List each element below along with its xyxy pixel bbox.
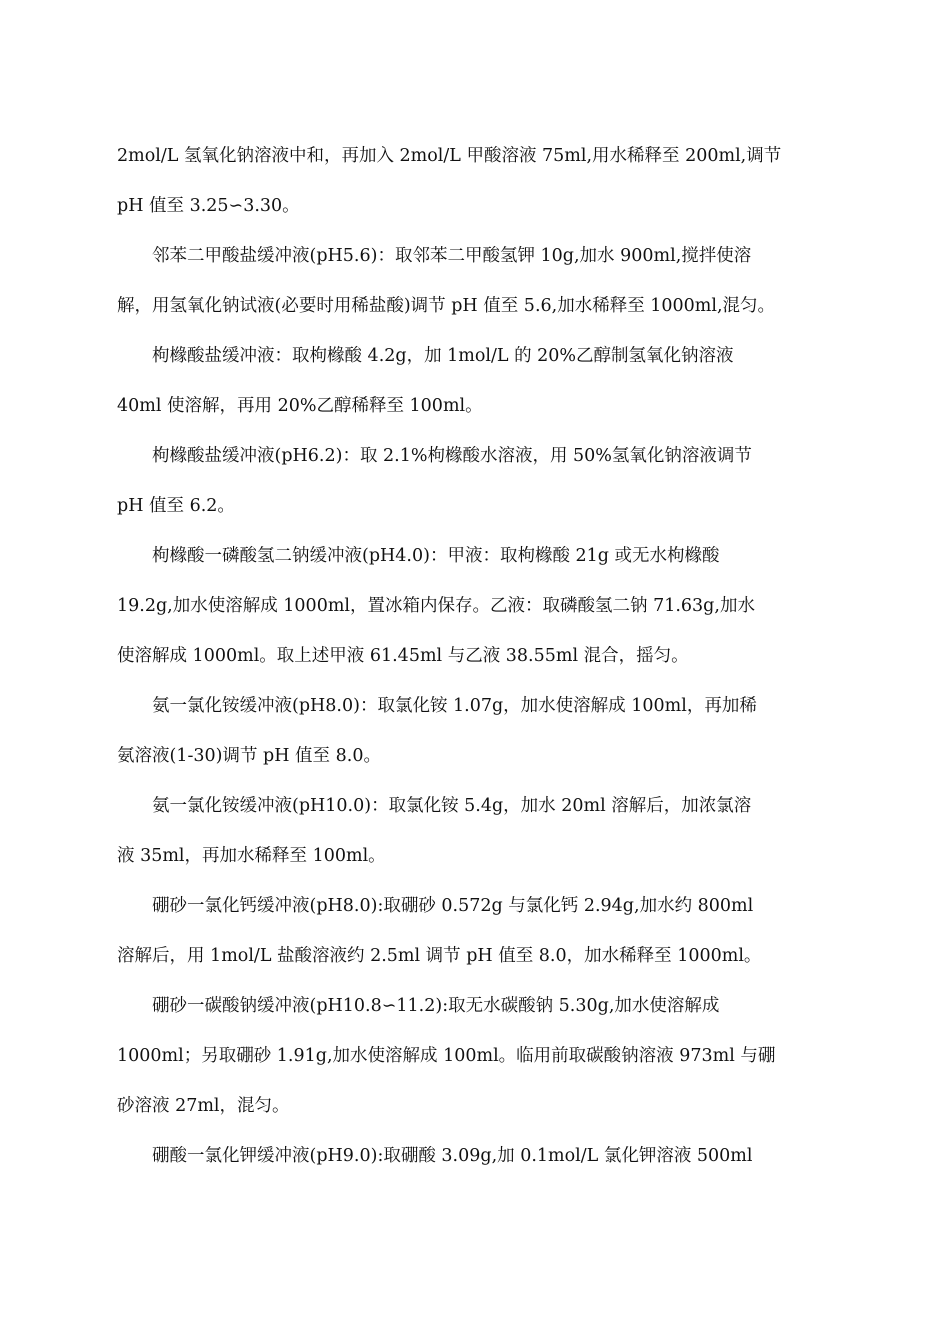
paragraph-phthalate-buffer [117, 240, 835, 323]
text-line: pH 值至 3.25∽3.30。 [117, 196, 300, 216]
text-line: 氨一氯化铵缓冲液(pH10.0)：取氯化铵 5.4g，加水 20ml 溶解后，加浓氯溶 [117, 796, 752, 816]
text-line: 邻苯二甲酸盐缓冲液(pH5.6)：取邻苯二甲酸氢钾 10g,加水 900ml,搅拌使溶 [117, 246, 752, 266]
text-line: 硼砂一氯化钙缓冲液(pH8.0):取硼砂 0.572g 与氯化钙 2.94g,加水约 800ml [117, 896, 754, 916]
text-line: 使溶解成 1000ml。取上述甲液 61.45ml 与乙液 38.55ml 混合，摇匀。 [117, 646, 689, 666]
text-line: 2mol/L 氢氧化钠溶液中和，再加入 2mol/L 甲酸溶液 75ml,用水稀释至 200ml,调节 [117, 146, 782, 166]
paragraph-citrate-phosphate-buffer [117, 540, 835, 673]
document-body [117, 140, 835, 1173]
text-line: 枸橼酸盐缓冲液(pH6.2)：取 2.1%枸橼酸水溶液，用 50%氢氧化钠溶液调节 [117, 446, 752, 466]
paragraph-borax-calcium-buffer [117, 890, 835, 973]
text-line: pH 值至 6.2。 [117, 496, 235, 516]
text-line: 砂溶液 27ml，混匀。 [117, 1096, 290, 1116]
text-line: 氨一氯化铵缓冲液(pH8.0)：取氯化铵 1.07g，加水使溶解成 100ml，再加稀 [117, 696, 757, 716]
paragraph-borax-carbonate-buffer [117, 990, 835, 1123]
paragraph-ammonia-buffer-ph10 [117, 790, 835, 873]
text-line: 枸橼酸一磷酸氢二钠缓冲液(pH4.0)：甲液：取枸橼酸 21g 或无水枸橼酸 [117, 546, 720, 566]
text-line: 枸橼酸盐缓冲液：取枸橼酸 4.2g，加 1mol/L 的 20%乙醇制氢氧化钠溶液 [117, 346, 734, 366]
text-line: 硼酸一氯化钾缓冲液(pH9.0):取硼酸 3.09g,加 0.1mol/L 氯化钾溶液 500ml [117, 1146, 753, 1166]
text-line: 硼砂一碳酸钠缓冲液(pH10.8∽11.2):取无水碳酸钠 5.30g,加水使溶解成 [117, 996, 720, 1016]
paragraph-citrate-buffer [117, 340, 835, 423]
text-line: 1000ml；另取硼砂 1.91g,加水使溶解成 100ml。临用前取碳酸钠溶液 973ml 与硼 [117, 1046, 776, 1066]
text-line: 解，用氢氧化钠试液(必要时用稀盐酸)调节 pH 值至 5.6,加水稀释至 1000ml,混匀。 [117, 296, 776, 316]
paragraph-formate-buffer-continued [117, 140, 835, 223]
paragraph-citrate-buffer-ph6-2 [117, 440, 835, 523]
text-line: 溶解后，用 1mol/L 盐酸溶液约 2.5ml 调节 pH 值至 8.0，加水稀释至 1000ml。 [117, 946, 762, 966]
text-line: 氨溶液(1-30)调节 pH 值至 8.0。 [117, 746, 381, 766]
paragraph-boric-kcl-buffer [117, 1140, 835, 1173]
text-line: 19.2g,加水使溶解成 1000ml，置冰箱内保存。乙液：取磷酸氢二钠 71.63g,加水 [117, 596, 755, 616]
text-line: 40ml 使溶解，再用 20%乙醇稀释至 100ml。 [117, 396, 483, 416]
text-line: 液 35ml，再加水稀释至 100ml。 [117, 846, 386, 866]
paragraph-ammonia-buffer-ph8 [117, 690, 835, 773]
